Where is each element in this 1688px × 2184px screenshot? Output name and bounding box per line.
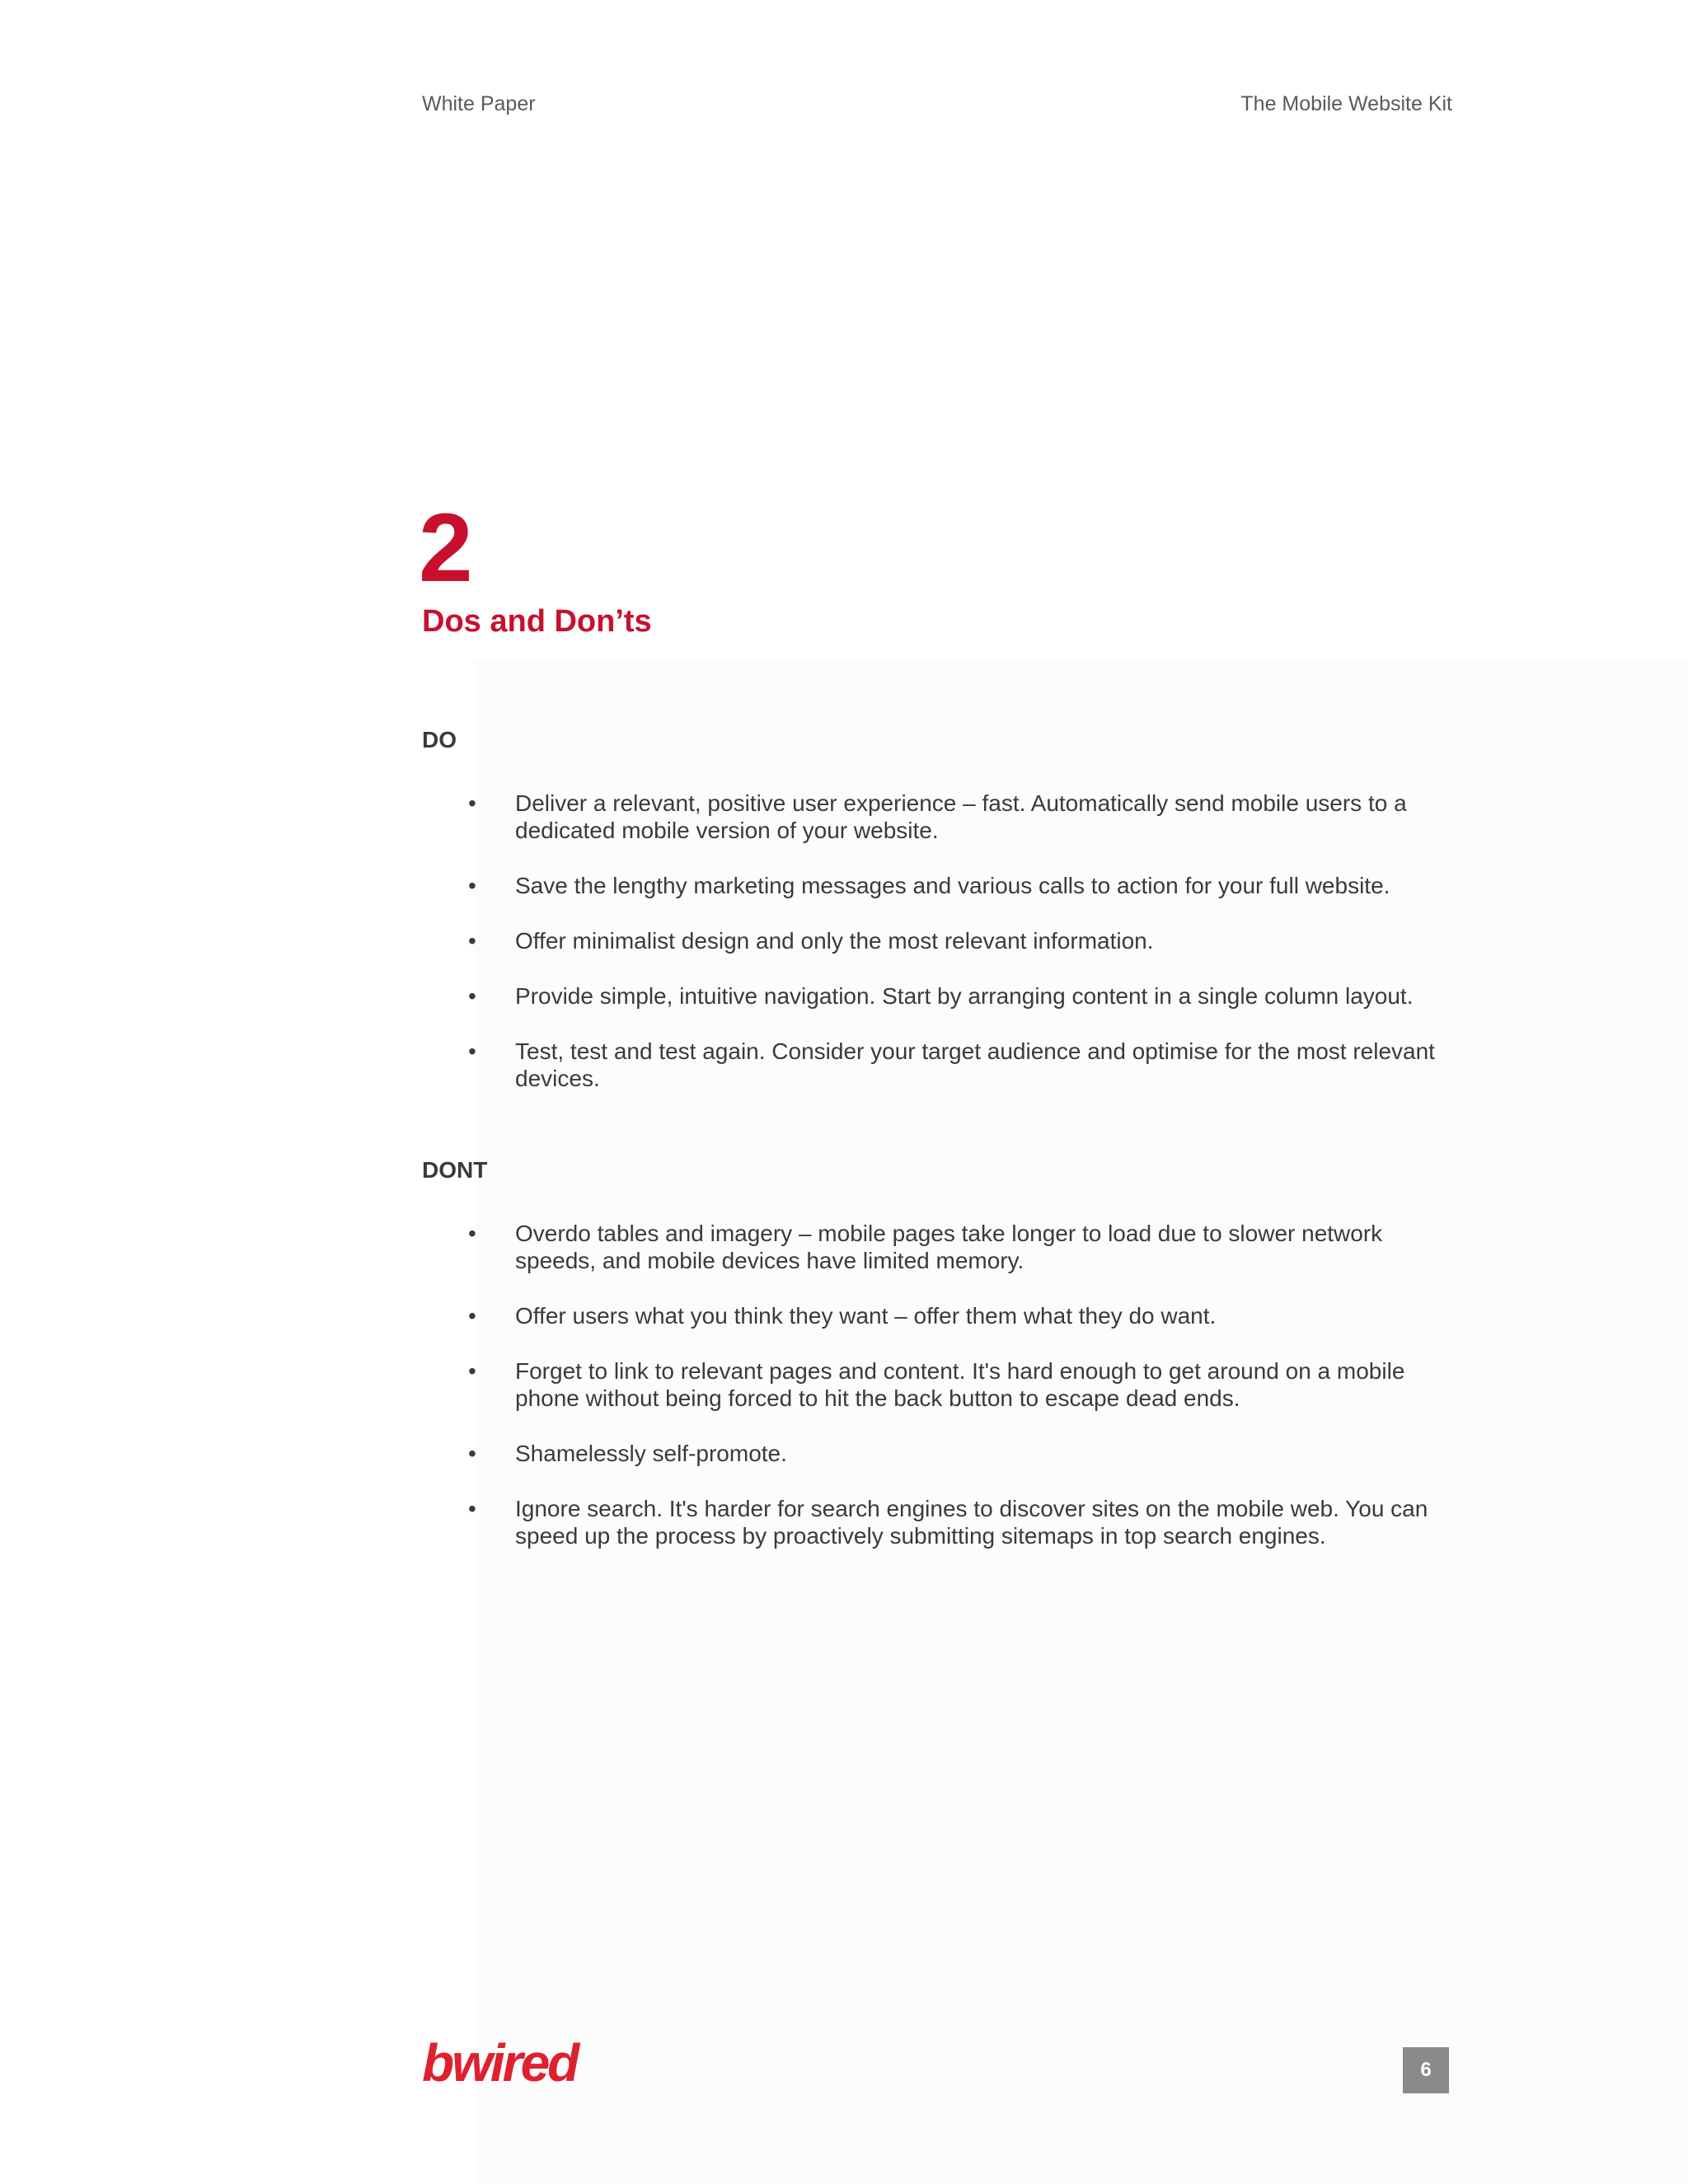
dont-item (468, 1440, 1457, 1467)
do-item (468, 872, 1457, 899)
do-item (468, 1038, 1457, 1092)
do-item-text: Provide simple, intuitive navigation. Start by arranging content in a single column layout. (515, 983, 1414, 1009)
dont-item-text: Overdo tables and imagery – mobile pages take longer to load due to slower network speeds, and mobile devices have limited memory. (515, 1221, 1383, 1273)
do-item (468, 927, 1457, 954)
do-item (468, 982, 1457, 1010)
do-list (468, 790, 1457, 1120)
chapter-title: Dos and Don’ts (422, 604, 652, 639)
bullet-icon: • (468, 1303, 476, 1329)
page-number: 6 (1403, 2047, 1449, 2093)
bullet-icon: • (468, 1441, 476, 1466)
do-item-text: Offer minimalist design and only the most relevant information. (515, 928, 1154, 954)
do-heading: DO (422, 727, 457, 752)
do-item (468, 790, 1457, 844)
dont-item-text: Offer users what you think they want – offer them what they do want. (515, 1303, 1217, 1329)
svg-text:bwired: bwired (422, 2036, 578, 2093)
dont-item-text: Forget to link to relevant pages and content. It's hard enough to get around on a mobile phone without being forced to hit the back button to escape dead ends. (515, 1358, 1405, 1411)
dont-item (468, 1495, 1457, 1549)
header-document-type: White Paper (422, 92, 536, 115)
dont-item (468, 1302, 1457, 1329)
bullet-icon: • (468, 983, 476, 1009)
bullet-icon: • (468, 928, 476, 954)
do-item-text: Test, test and test again. Consider your target audience and optimise for the most relevant devices. (515, 1038, 1435, 1091)
dont-item (468, 1220, 1457, 1274)
dont-item-text: Ignore search. It's harder for search engines to discover sites on the mobile web. You can speed up the process by proactively submitting sitemaps in top search engines. (515, 1496, 1428, 1549)
bwired-logo (420, 2036, 618, 2093)
dont-item (468, 1357, 1457, 1412)
dont-list (468, 1220, 1457, 1577)
dont-item-text: Shamelessly self-promote. (515, 1441, 787, 1466)
do-item-text: Deliver a relevant, positive user experience – fast. Automatically send mobile users to a dedicated mobile version of your website. (515, 790, 1407, 843)
bullet-icon: • (468, 1358, 476, 1384)
do-item-text: Save the lengthy marketing messages and various calls to action for your full website. (515, 873, 1390, 898)
bullet-icon: • (468, 790, 476, 816)
chapter-number: 2 (419, 494, 473, 602)
header-document-title: The Mobile Website Kit (1240, 92, 1452, 115)
dont-heading: DONT (422, 1157, 488, 1183)
bullet-icon: • (468, 1221, 476, 1246)
bullet-icon: • (468, 1038, 476, 1064)
bullet-icon: • (468, 873, 476, 898)
bullet-icon: • (468, 1496, 476, 1521)
